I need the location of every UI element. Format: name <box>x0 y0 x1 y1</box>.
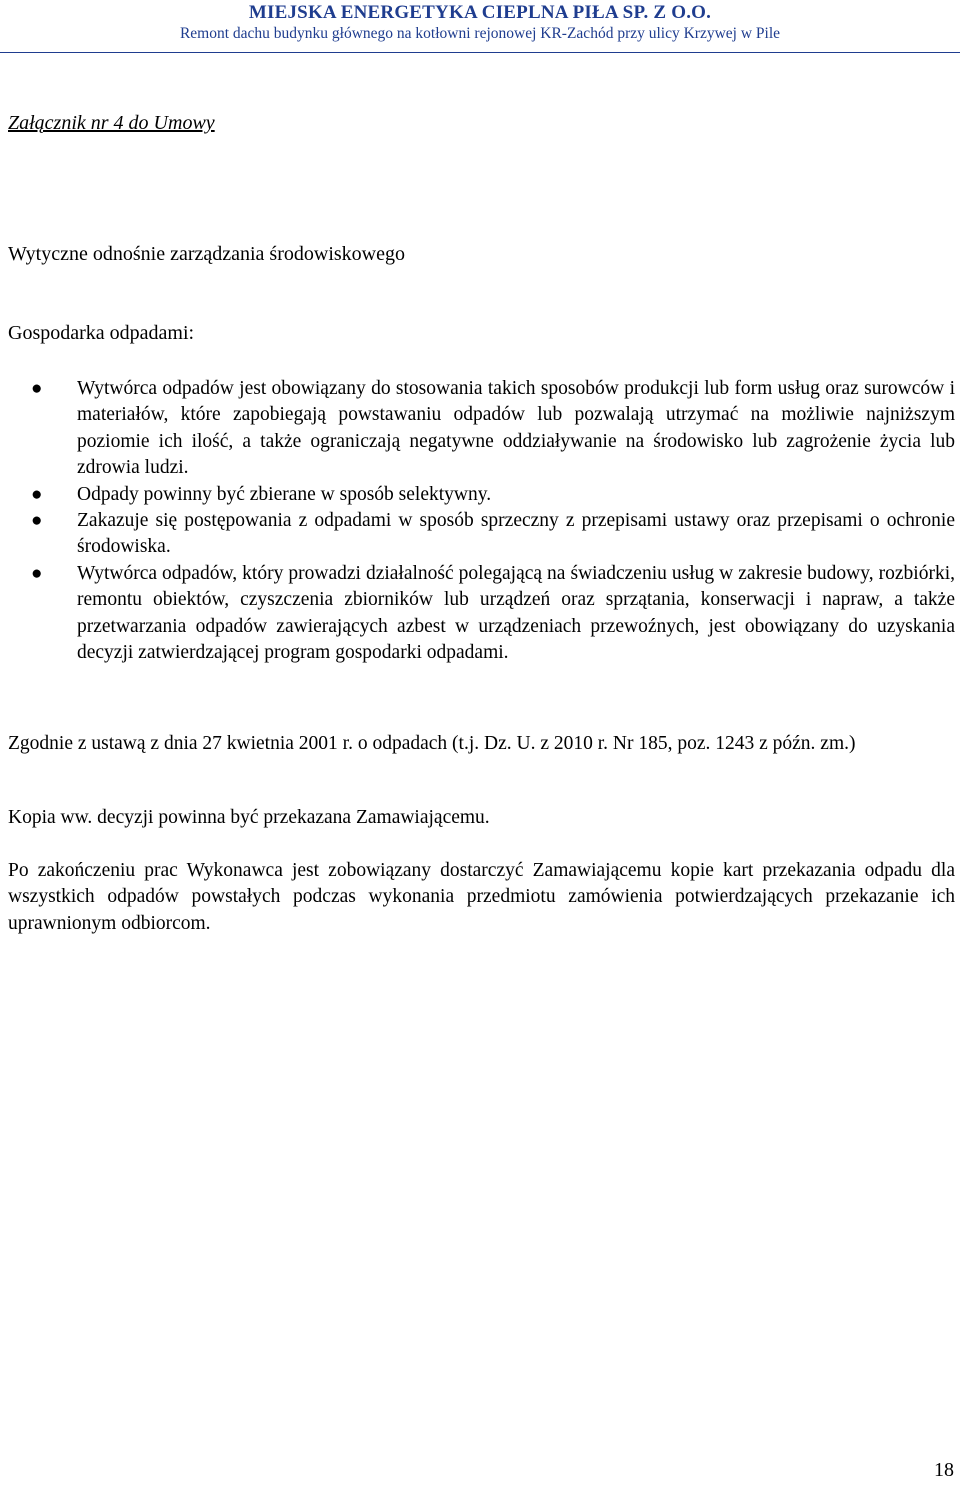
bullet-list <box>0 376 960 666</box>
closing-paragraph: Po zakończeniu prac Wykonawca jest zobowiązany dostarczyć Zamawiającemu kopie kart przekazania odpadu dla wszystkich odpadów powstałych podczas wykonania przedmiotu zamówienia potwierdzających przekazanie ich uprawnionym odbiorcom. <box>8 860 955 934</box>
law-reference-paragraph: Zgodnie z ustawą z dnia 27 kwietnia 2001 r. o odpadach (t.j. Dz. U. z 2010 r. Nr 185, poz. 1243 z późn. zm.) <box>8 733 856 754</box>
bullet-text: Wytwórca odpadów jest obowiązany do stosowania takich sposobów produkcji lub form usług oraz surowców i materiałów, które zapobiegają powstawaniu odpadów lub pozwalają utrzymać na możliwie najniższym poziomie ich ilość, a także ograniczają negatywne oddziaływanie na środowisko lub zagrożenie życia lub zdrowia ludzi. <box>77 378 955 479</box>
bullet-item <box>31 482 955 508</box>
section-title: Wytyczne odnośnie zarządzania środowiskowego <box>8 243 405 265</box>
copy-note-paragraph: Kopia ww. decyzji powinna być przekazana Zamawiającemu. <box>8 807 490 828</box>
page-header <box>0 0 960 44</box>
bullet-dot-icon: ● <box>31 483 43 505</box>
bullet-dot-icon: ● <box>31 378 43 399</box>
bullet-item <box>31 561 955 667</box>
header-organization: MIEJSKA ENERGETYKA CIEPLNA PIŁA SP. Z O.O. <box>248 2 712 23</box>
page-number: 18 <box>934 1459 954 1481</box>
bullet-text: Zakazuje się postępowania z odpadami w sposób sprzeczny z przepisami ustawy oraz przepisami o ochronie środowiska. <box>77 510 955 558</box>
bullet-dot-icon: ● <box>31 562 43 584</box>
header-project-title: Remont dachu budynku głównego na kotłowni rejonowej KR-Zachód przy ulicy Krzywej w Pile <box>179 25 781 42</box>
bullet-dot-icon: ● <box>31 510 43 532</box>
bullet-item <box>31 508 955 561</box>
subsection-title: Gospodarka odpadami: <box>8 322 195 344</box>
bullet-text: Odpady powinny być zbierane w sposób selektywny. <box>77 483 492 505</box>
bullet-item <box>31 376 955 482</box>
bullet-text: Wytwórca odpadów, który prowadzi działalność polegającą na świadczeniu usług w zakresie budowy, rozbiórki, remontu obiektów, czyszczenia zbiorników lub urządzeń oraz sprzątania, konserwacji i napraw, a także przetwarzania odpadów zawierających azbest w urządzeniach przewoźnych, jest obowiązany do uzyskania decyzji zatwierdzającej program gospodarki odpadami. <box>77 562 955 664</box>
annex-title: Załącznik nr 4 do Umowy <box>8 112 215 134</box>
header-divider <box>0 52 960 53</box>
